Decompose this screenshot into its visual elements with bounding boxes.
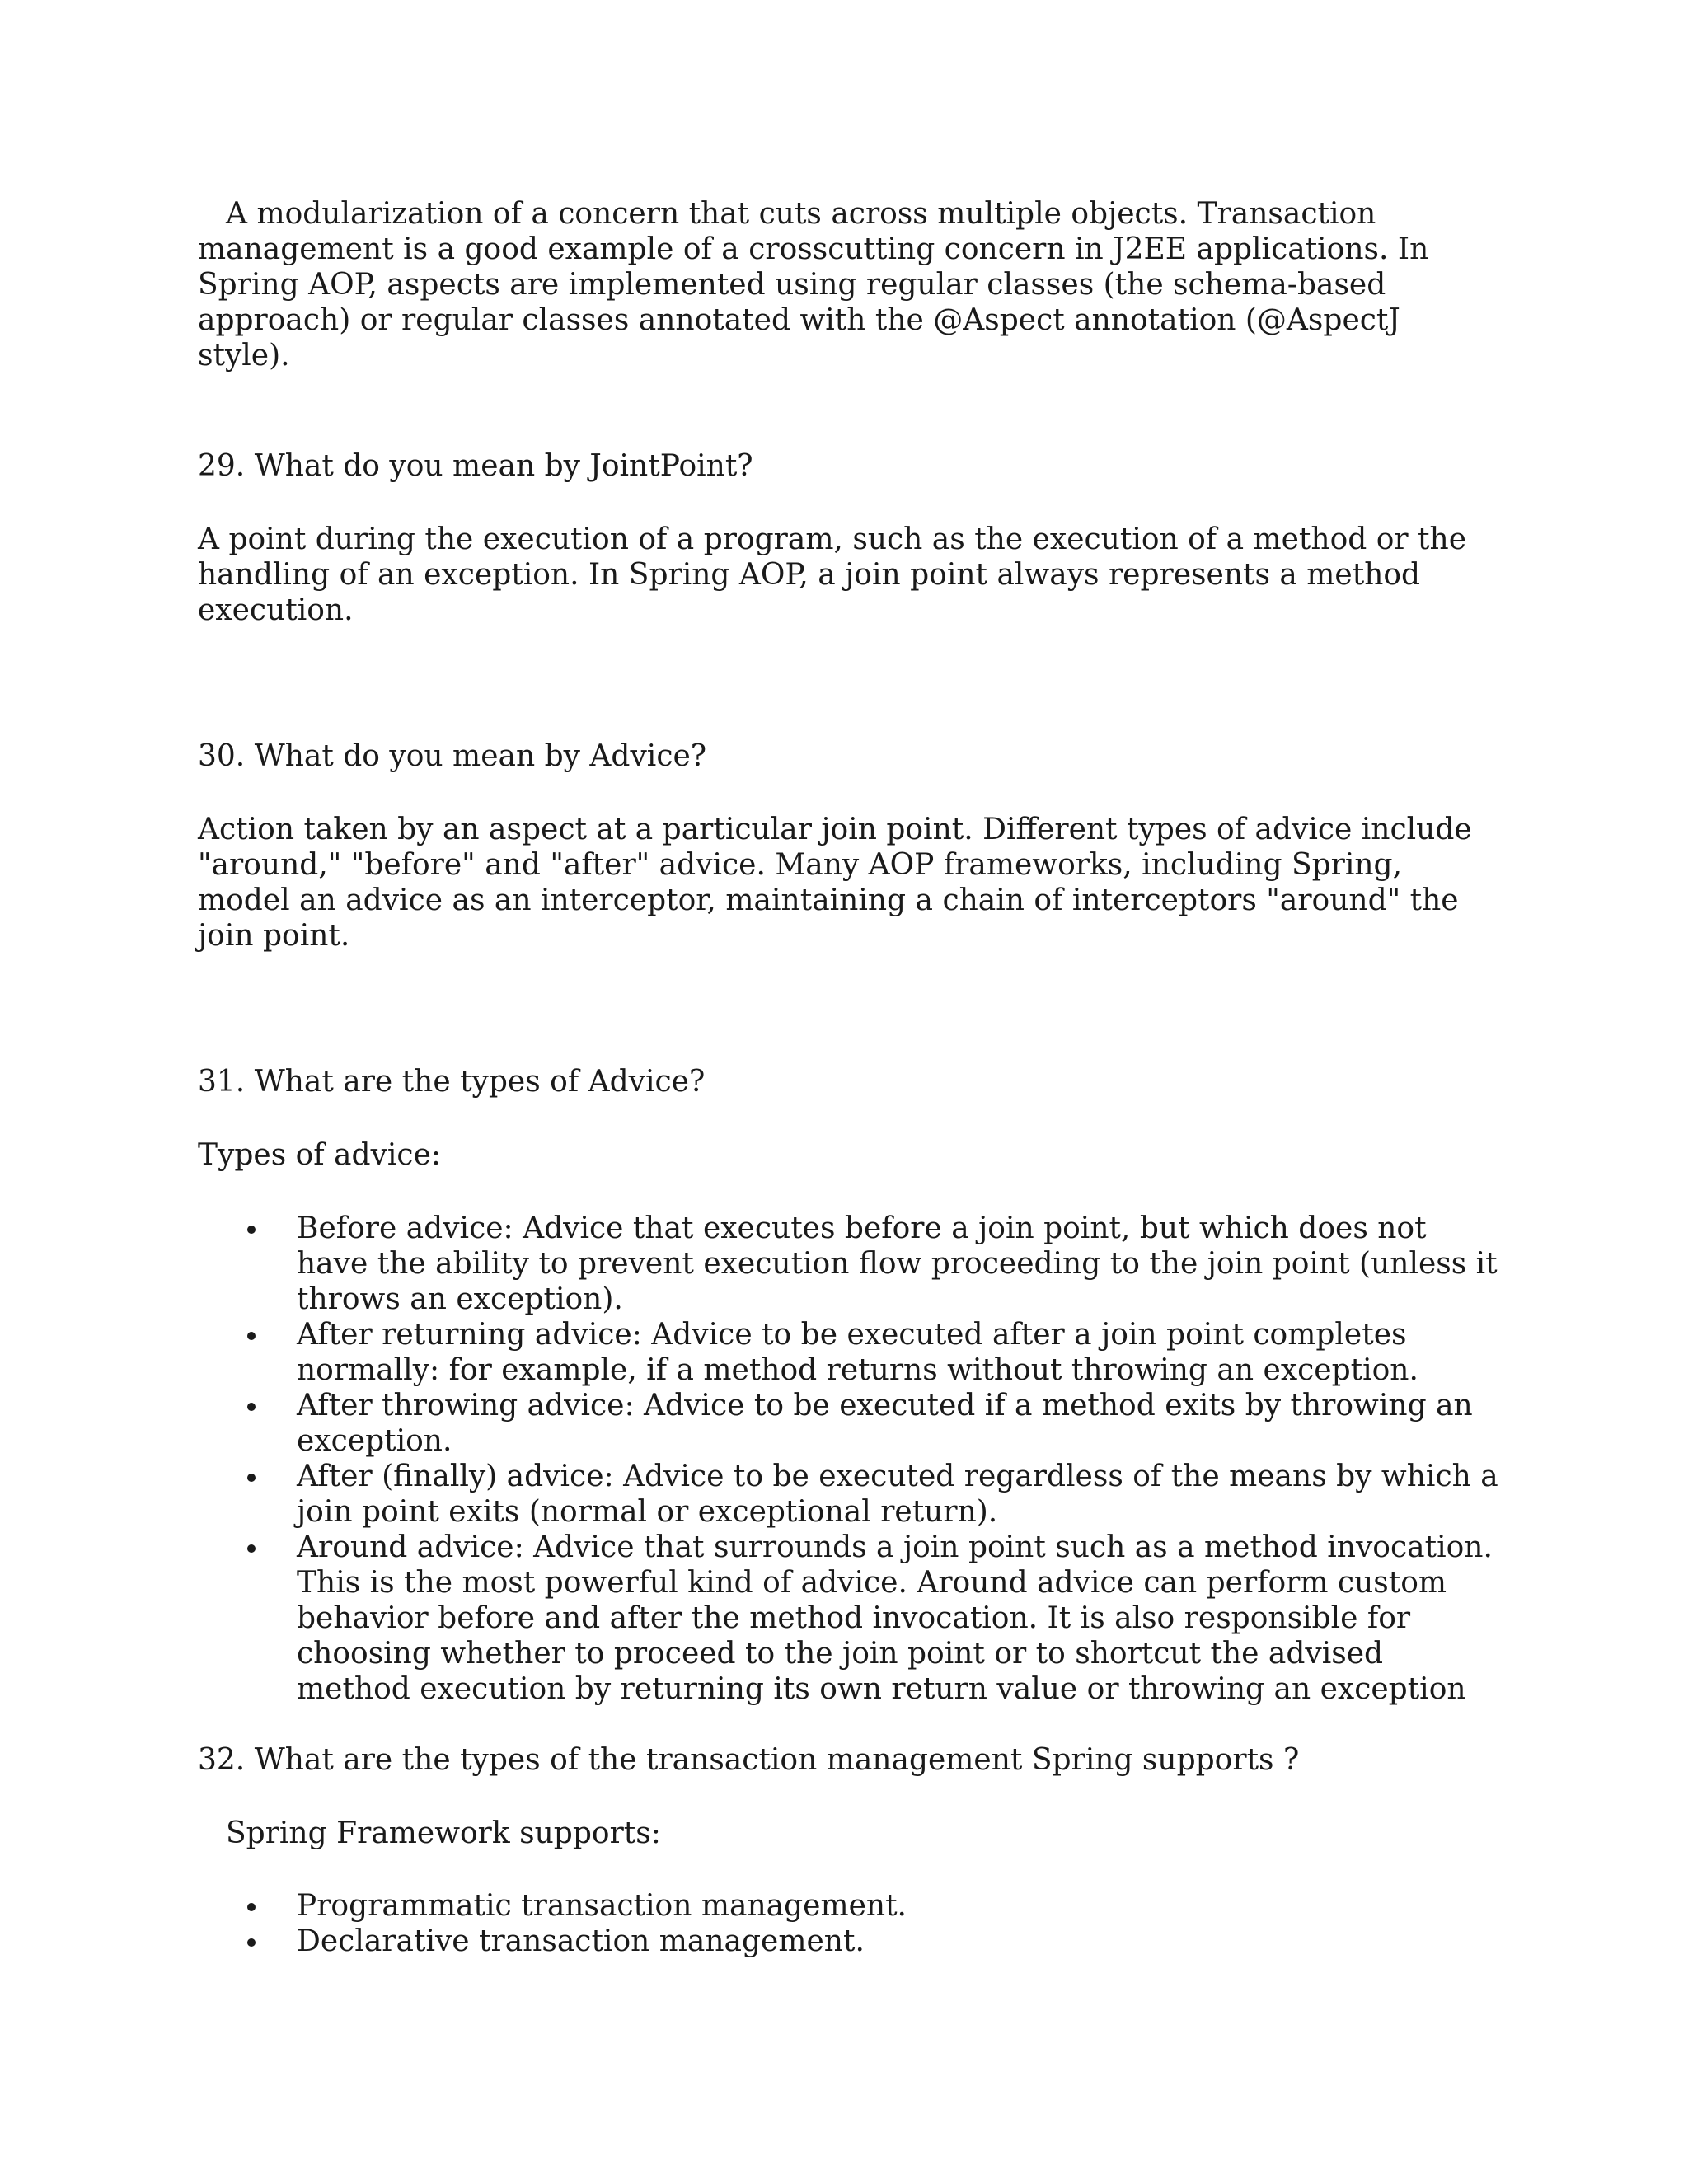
bullet-icon xyxy=(247,1226,256,1234)
question-29-heading: 29. What do you mean by JointPoint? xyxy=(198,449,753,483)
question-31-heading: 31. What are the types of Advice? xyxy=(198,1065,706,1099)
list-item: After throwing advice: Advice to be executed if a method exits by throwing an exception. xyxy=(198,1388,1500,1459)
bullet-icon xyxy=(247,1544,256,1553)
list-item: Around advice: Advice that surrounds a join point such as a method invocation. This is the most powerful kind of advice. Around advice can perform custom behavior before and after the method invocation. It is also responsible for choosing whether to proceed to the join point or to shortcut the advised method execution by returning its own return value or throwing an exception xyxy=(198,1530,1500,1707)
bullet-icon xyxy=(247,1403,256,1411)
bullet-icon xyxy=(247,1903,256,1911)
question-31-intro: Types of advice: xyxy=(198,1138,442,1172)
question-30-answer: Action taken by an aspect at a particular join point. Different types of advice include "around," "before" and "after" advice. Many AOP frameworks, including Spring, model an advice as an interceptor, maintaining a chain of interceptors "around" the join point. xyxy=(198,813,1472,953)
list-item: After (finally) advice: Advice to be executed regardless of the means by which a join point exits (normal or exceptional return). xyxy=(198,1459,1500,1530)
list-item: After returning advice: Advice to be executed after a join point completes normally: for example, if a method returns without throwing an exception. xyxy=(198,1317,1500,1388)
question-30-heading: 30. What do you mean by Advice? xyxy=(198,739,707,773)
question-32-intro: Spring Framework supports: xyxy=(226,1816,661,1850)
list-item: Programmatic transaction management. xyxy=(198,1888,1500,1924)
advice-types-list xyxy=(198,1211,1500,1707)
bullet-icon xyxy=(247,1938,256,1947)
list-item: Declarative transaction management. xyxy=(198,1924,1500,1959)
question-32-heading: 32. What are the types of the transaction management Spring supports ? xyxy=(198,1743,1300,1777)
list-item: Before advice: Advice that executes before a join point, but which does not have the ability to prevent execution flow proceeding to the join point (unless it throws an exception). xyxy=(198,1211,1500,1317)
bullet-icon xyxy=(247,1474,256,1482)
aspect-definition-paragraph: A modularization of a concern that cuts across multiple objects. Transaction management is a good example of a crosscutting concern in J2EE applications. In Spring AOP, aspects are implemented using regular classes (the schema-based approach) or regular classes annotated with the @Aspect annotation (@AspectJ style). xyxy=(198,197,1429,373)
transaction-types-list xyxy=(198,1888,1500,1959)
bullet-icon xyxy=(247,1332,256,1340)
question-29-answer: A point during the execution of a program, such as the execution of a method or the handling of an exception. In Spring AOP, a join point always represents a method execution. xyxy=(198,523,1467,627)
